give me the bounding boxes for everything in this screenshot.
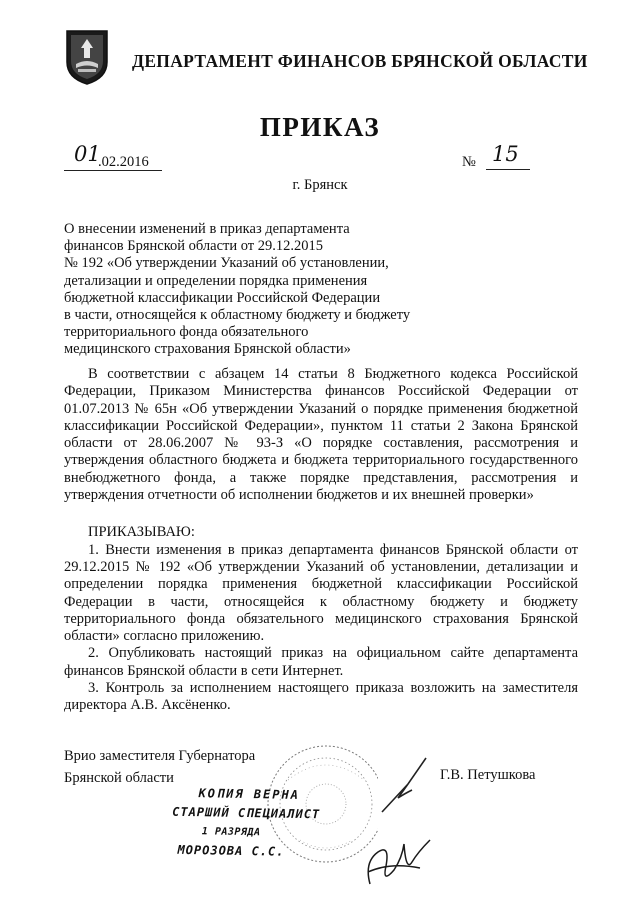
preamble-paragraph: В соответствии с абзацем 14 статьи 8 Бюджетного кодекса Российской Федерации, Приказом Министерства финансов Российской Федерации от 01.07.2013 № 65н «Об утверждении Указаний о порядке применения бюджетной классификации Российской Федерации», пунктом 11 статьи 2 Закона Брянской области от 28.06.2007 № 93-З «О порядке составления, рассмотрения и утверждения областного бюджета и бюджета территориального государственного внебюджетного фонда, а также порядке представления, рассмотрения и утверждения отчетности об исполнении бюджетов и их внешней проверки» (64, 366, 578, 504)
stamp-line: КОПИЯ ВЕРНА (198, 786, 301, 802)
signature-icon (378, 754, 438, 818)
order-word: ПРИКАЗЫВАЮ: (88, 524, 195, 541)
order-number (462, 142, 534, 170)
stamp-line: МОРОЗОВА С.С. (177, 842, 285, 859)
order-date-day: 01 (74, 142, 101, 166)
number-sign: № (462, 154, 476, 170)
order-item: 3. Контроль за исполнением настоящего приказа возложить на заместителя директора А.В. Аксёненко. (64, 680, 578, 714)
city-line: г. Брянск (292, 177, 348, 193)
handwritten-signature-icon (360, 832, 436, 894)
order-body (64, 366, 578, 715)
subject-line: бюджетной классификации Российской Федерации (64, 289, 381, 306)
order-date-rest: .02.2016 (98, 154, 149, 170)
stamp-line: 1 РАЗРЯДА (201, 826, 261, 839)
position-line: Брянской области (64, 770, 174, 786)
copy-certification-stamp (171, 784, 320, 863)
subject-line: детализации и определении порядка применения (64, 272, 368, 289)
stamp-line: СТАРШИЙ СПЕЦИАЛИСТ (172, 804, 321, 822)
subject-line: медицинского страхования Брянской области» (64, 341, 351, 358)
number-underline (486, 169, 530, 170)
order-item: 2. Опубликовать настоящий приказ на официальном сайте департамента финансов Брянской области в сети Интернет. (64, 645, 578, 679)
order-title: ПРИКАЗ (259, 112, 381, 142)
order-date (64, 142, 162, 171)
subject-line: О внесении изменений в приказ департамента (64, 221, 350, 237)
department-title: ДЕПАРТАМЕНТ ФИНАНСОВ БРЯНСКОЙ ОБЛАСТИ (132, 51, 588, 71)
subject-line: территориального фонда обязательного (64, 324, 309, 341)
subject-line: № 192 «Об утверждении Указаний об установлении, (64, 255, 389, 272)
subject-line: в части, относящейся к областному бюджету и бюджету (64, 307, 411, 324)
coat-of-arms-icon (64, 28, 110, 86)
order-subject (64, 221, 424, 359)
subject-line: финансов Брянской области от 29.12.2015 (64, 238, 324, 255)
signatory-position (64, 745, 255, 789)
order-item: 1. Внести изменения в приказ департамента финансов Брянской области от 29.12.2015 № 192 «Об утверждении Указаний об установлении, детализации и определении порядка применения бюджетной классификации Российской Федерации в части, относящейся к областному бюджету и бюджету территориального фонда обязательного медицинского страхования Брянской области» согласно приложению. (64, 541, 578, 645)
position-line: Врио заместителя Губернатора (64, 748, 256, 764)
order-number-value: 15 (492, 142, 519, 166)
signatory-name: Г.В. Петушкова (440, 767, 536, 783)
